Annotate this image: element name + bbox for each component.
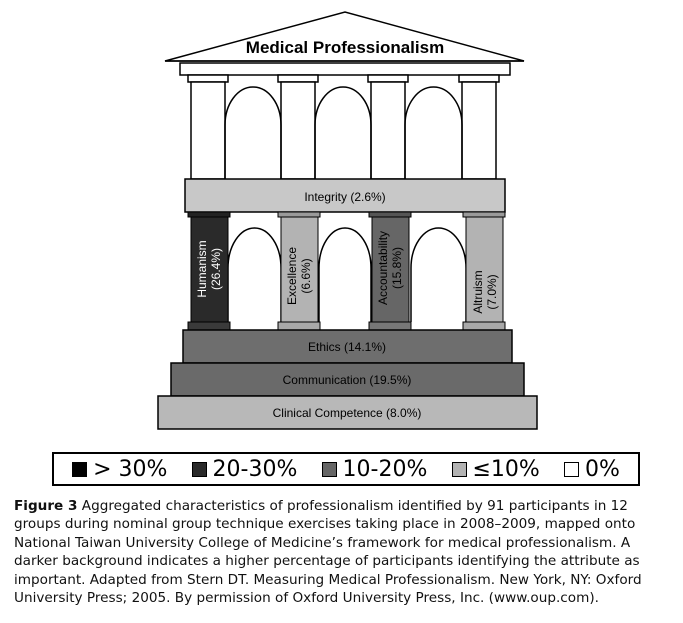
legend-item (192, 457, 298, 482)
upper-columns (188, 75, 499, 179)
temple-entablature (180, 63, 510, 75)
legend-label: ≤10% (472, 456, 540, 482)
arch (225, 87, 281, 179)
integrity-label: Integrity (2.6%) (304, 190, 386, 204)
legend-swatch-mid (322, 462, 337, 477)
pillar-humanism-pct: (26.4%) (209, 247, 223, 291)
legend-label: 20-30% (212, 456, 298, 482)
pillar-excellence-pct: (6.6%) (299, 258, 313, 294)
pillar-capital (188, 212, 230, 217)
pillar-accountability-name: Accountability (376, 230, 390, 306)
pillar-accountability (369, 212, 411, 331)
arch (319, 228, 371, 322)
figure-label: Figure 3 (14, 498, 78, 514)
upper-column (278, 75, 318, 82)
step-ethics-label: Ethics (14.1%) (307, 340, 387, 354)
pillar-capital (463, 212, 505, 217)
step-clinical-competence-label: Clinical Competence (8.0%) (272, 406, 422, 420)
upper-column (281, 82, 315, 179)
diagram-title: Medical Professionalism (245, 38, 445, 57)
arch (228, 228, 281, 322)
legend-swatch-light (452, 462, 467, 477)
legend-swatch-white (564, 462, 579, 477)
pillar-excellence (278, 212, 320, 331)
upper-column (188, 75, 228, 82)
pillar-excellence-name: Excellence (285, 246, 299, 306)
arch (405, 87, 462, 179)
pillar-capital (369, 212, 411, 217)
pillar-accountability-pct: (15.8%) (390, 246, 404, 290)
lower-arches (228, 228, 466, 322)
caption-text: Aggregated characteristics of professionalism identified by 91 participants in 12 groups during nominal group technique exercises taking place in 2008–2009, mapped onto National Taiwan University College of Medicine’s framework for medical professionalism. A darker background indicates a higher percentage of participants identifying the attribute as important. Adapted from Stern DT. Measuring Medical Professionalism. New York, NY: Oxford University Press; 2005. By permission of Oxford University Press, Inc. (www.oup.com). (14, 498, 642, 607)
pillar-humanism-name: Humanism (195, 240, 209, 298)
pillar-altruism (463, 212, 505, 331)
upper-column (462, 82, 496, 179)
legend-label: 10-20% (342, 456, 428, 482)
pillar-altruism-pct: (7.0%) (485, 274, 499, 310)
legend-item (322, 457, 428, 482)
figure-caption (14, 497, 678, 607)
legend-item (564, 457, 620, 482)
legend-item (72, 457, 167, 482)
upper-column (368, 75, 408, 82)
pillar-humanism (188, 212, 230, 331)
legend-label: > 30% (93, 456, 168, 482)
arch (315, 87, 371, 179)
shade-legend (52, 452, 640, 486)
pillar-capital (278, 212, 320, 217)
upper-arches (225, 87, 462, 179)
upper-column (371, 82, 405, 179)
upper-column (191, 82, 225, 179)
legend-item (452, 457, 540, 482)
legend-swatch-dark (192, 462, 207, 477)
arch (411, 228, 466, 322)
legend-swatch-black (72, 462, 87, 477)
legend-label: 0% (584, 456, 620, 482)
step-communication-label: Communication (19.5%) (282, 373, 412, 387)
pillar-altruism-name: Altruism (471, 270, 485, 314)
upper-column (459, 75, 499, 82)
